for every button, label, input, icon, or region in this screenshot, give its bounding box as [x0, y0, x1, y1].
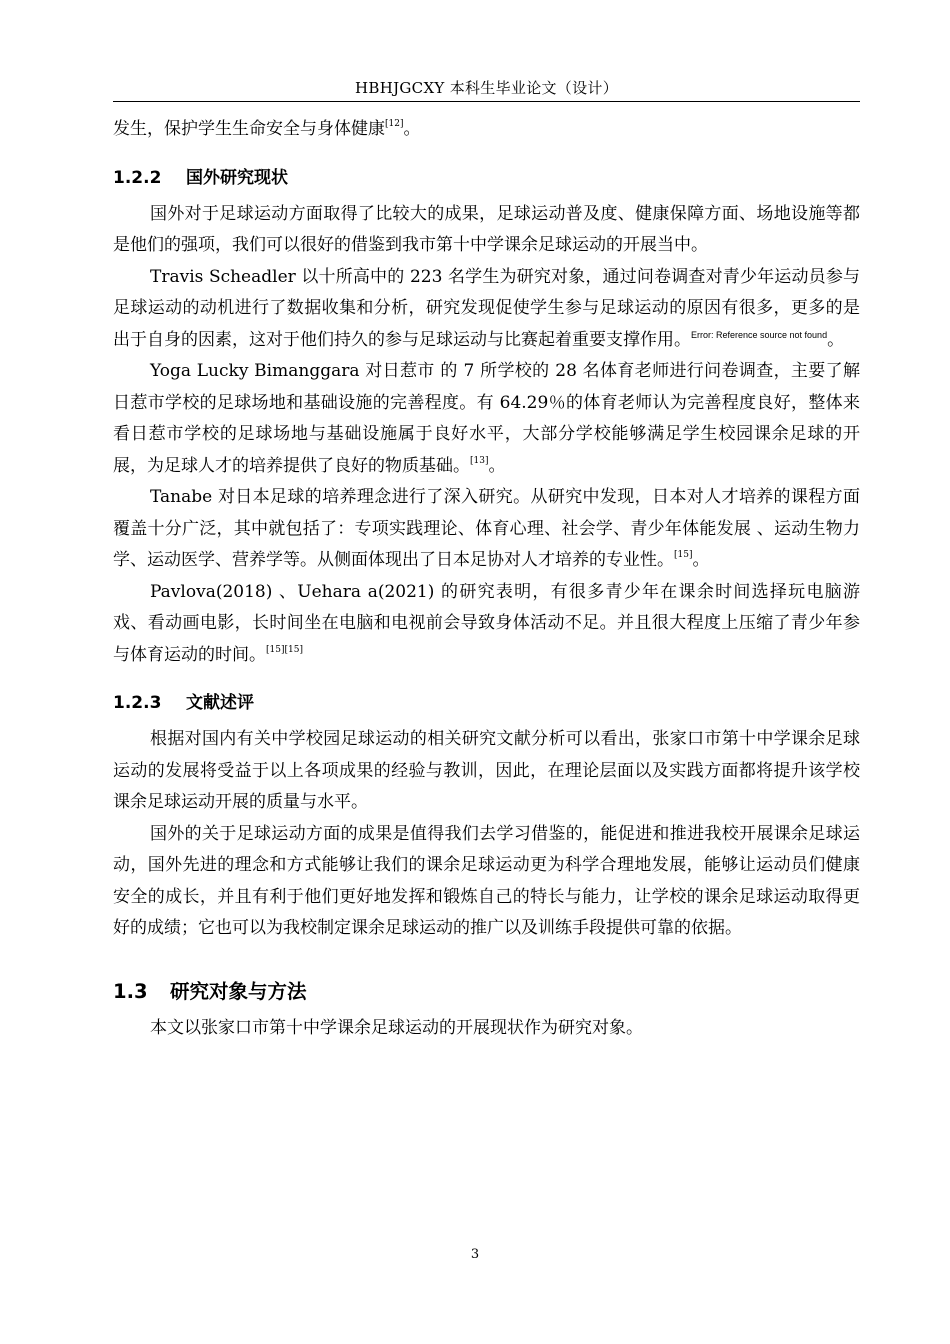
citation: [13]	[470, 455, 489, 466]
paragraph: 本文以张家口市第十中学课余足球运动的开展现状作为研究对象。	[150, 1017, 643, 1038]
citation: [15][15]	[266, 644, 303, 655]
citation: [15]	[674, 550, 693, 560]
page-number: 3	[470, 1247, 480, 1262]
paragraph: Travis Scheadler 以十所高中的 223 名学生为研究对象，通过问卷调查对青少年运动员参与足球运动的动机进行了数据收集和分析，研究发现促使学生参与足球运动的原因有很多，更多的是出于自身的因素，这对于他们持久的参与足球运动与比赛起着重要支撑作用。$^{Error: Reference source not found}$。	[113, 266, 860, 350]
section-heading-1-2-3: 1.2.3 文献述评	[113, 693, 254, 713]
reference-error: Error: Reference source not found	[691, 329, 828, 340]
paragraph: Tanabe 对日本足球的培养理念进行了深入研究。从研究中发现，日本对人才培养的课程方面覆盖十分广泛，其中就包括了：专项实践理论、体育心理、社会学、青少年体能发展 、运动生物力学、运动医学、营养学等。从侧面体现出了日本足协对人才培养的专业性。[15]。	[113, 487, 860, 570]
citation: [12]	[385, 119, 404, 129]
section-heading-1-3: 1.3 研究对象与方法	[113, 979, 307, 1003]
section-heading-1-2-2: 1.2.2 国外研究现状	[113, 167, 288, 188]
paragraph: 国外对于足球运动方面取得了比较大的成果，足球运动普及度、健康保障方面、场地设施等都是他们的强项，我们可以很好的借鉴到我市第十中学课余足球运动的开展当中。	[113, 203, 860, 255]
paragraph: 根据对国内有关中学校园足球运动的相关研究文献分析可以看出，张家口市第十中学课余足球运动的发展将受益于以上各项成果的经验与教训，因此，在理论层面以及实践方面都将提升该学校课余足球运动开展的质量与水平。	[113, 729, 860, 812]
paragraph: Pavlova(2018) 、Uehara a(2021) 的研究表明，有很多青少年在课余时间选择玩电脑游戏、看动画电影，长时间坐在电脑和电视前会导致身体活动不足。并且很大程度上压缩了青少年参与体育运动的时间。[15][15]	[113, 581, 860, 665]
intro-continuation: 发生，保护学生生命安全与身体健康[12]。	[113, 119, 421, 139]
paragraph: Yoga Lucky Bimanggara 对日惹市 的 7 所学校的 28 名体育老师进行问卷调查，主要了解日惹市学校的足球场地和基础设施的完善程度。有 64.29％的体育老师认为完善程度良好，整体来看日惹市学校的足球场地与基础设施属于良好水平，大部分学校能够满足学生校园课余足球的开展，为足球人才的培养提供了良好的物质基础。[13]。	[113, 361, 860, 476]
running-header: HBHJGCXY 本科生毕业论文（设计）	[354, 79, 618, 97]
header-divider	[113, 101, 860, 102]
page-body	[113, 114, 860, 1044]
paragraph: 国外的关于足球运动方面的成果是值得我们去学习借鉴的，能促进和推进我校开展课余足球运动，国外先进的理念和方式能够让我们的课余足球运动更为科学合理地发展，能够让运动员们健康安全的成长，并且有利于他们更好地发挥和锻炼自己的特长与能力，让学校的课余足球运动取得更好的成绩；它也可以为我校制定课余足球运动的推广以及训练手段提供可靠的依据。	[113, 823, 860, 938]
